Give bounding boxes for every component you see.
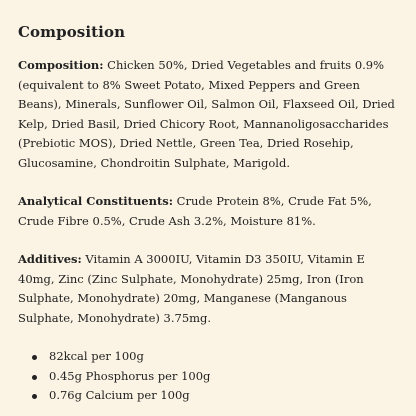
- additives-label: Additives:: [18, 252, 82, 266]
- list-item: 0.45g Phosphorus per 100g: [49, 367, 398, 387]
- list-item: 82kcal per 100g: [49, 347, 398, 367]
- composition-paragraph: [18, 56, 398, 173]
- analytical-constituents-label: Analytical Constituents:: [18, 194, 174, 208]
- analytical-constituents-paragraph: [18, 192, 398, 231]
- analytical-constituents-text: Crude Protein 8%, Crude Fat 5%, Crude Fibre 0.5%, Crude Ash 3.2%, Moisture 81%.: [18, 194, 372, 228]
- additives-paragraph: [18, 250, 398, 328]
- nutrient-list: [18, 347, 398, 406]
- list-item: 0.76g Calcium per 100g: [49, 386, 398, 406]
- composition-text: Chicken 50%, Dried Vegetables and fruits 0.9% (equivalent to 8% Sweet Potato, Mixed Peppers and Green Beans), Minerals, Sunflower Oil, Salmon Oil, Flaxseed Oil, Dried Kelp, Dried Basil, Dried Chicory Root, Mannanoligosaccharides (Prebiotic MOS), Dried Nettle, Green Tea, Dried Rosehip, Glucosamine, Chondroitin Sulphate, Marigold.: [18, 58, 395, 170]
- additives-text: Vitamin A 3000IU, Vitamin D3 350IU, Vitamin E 40mg, Zinc (Zinc Sulphate, Monohydrate) 25mg, Iron (Iron Sulphate, Monohydrate) 20mg, Manganese (Manganous Sulphate, Monohydrate) 3.75mg.: [18, 252, 365, 325]
- composition-label: Composition:: [18, 58, 104, 72]
- section-heading: Composition: [18, 23, 126, 41]
